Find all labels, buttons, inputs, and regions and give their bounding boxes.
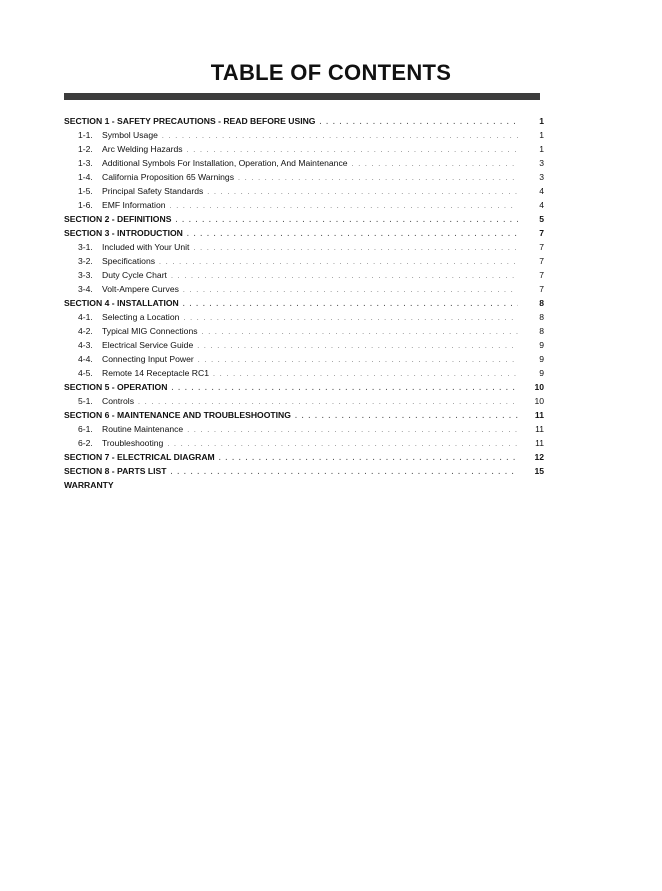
toc-entry-number: 4-5. bbox=[78, 368, 93, 378]
page-title: TABLE OF CONTENTS bbox=[210, 60, 452, 85]
toc-entry-title: SECTION 2 - DEFINITIONS bbox=[64, 214, 172, 224]
toc-dot-leader bbox=[207, 189, 518, 196]
toc-subsection-entry[interactable] bbox=[64, 354, 544, 368]
toc-entry-number: 1-3. bbox=[78, 158, 93, 168]
toc-dot-leader bbox=[238, 175, 518, 182]
toc-page-number: 8 bbox=[539, 312, 544, 322]
toc-dot-leader bbox=[187, 427, 518, 434]
toc-section-entry[interactable] bbox=[64, 480, 544, 494]
toc-entry-title: Symbol Usage bbox=[102, 130, 158, 140]
toc-page-number: 1 bbox=[539, 144, 544, 154]
toc-page-number: 4 bbox=[539, 186, 544, 196]
toc-dot-leader bbox=[171, 469, 519, 476]
toc-entry-number: 1-1. bbox=[78, 130, 93, 140]
toc-page-number: 10 bbox=[534, 382, 544, 392]
toc-page-number: 11 bbox=[535, 438, 544, 448]
toc-dot-leader bbox=[193, 245, 518, 252]
toc-subsection-entry[interactable] bbox=[64, 186, 544, 200]
toc-dot-leader bbox=[183, 301, 518, 308]
toc-entry-number: 3-2. bbox=[78, 256, 93, 266]
toc-dot-leader bbox=[187, 147, 518, 154]
toc-subsection-entry[interactable] bbox=[64, 326, 544, 340]
toc-entry-title: EMF Information bbox=[102, 200, 166, 210]
toc-entry-number: 4-4. bbox=[78, 354, 93, 364]
toc-entry-number: 4-1. bbox=[78, 312, 93, 322]
toc-dot-leader bbox=[202, 329, 518, 336]
toc-entry-title: SECTION 4 - INSTALLATION bbox=[64, 298, 179, 308]
toc-entry-title: Arc Welding Hazards bbox=[102, 144, 183, 154]
toc-entry-title: Volt-Ampere Curves bbox=[102, 284, 179, 294]
toc-page-number: 12 bbox=[534, 452, 544, 462]
toc-page-number: 1 bbox=[539, 130, 544, 140]
toc-entry-title: Troubleshooting bbox=[102, 438, 164, 448]
toc-dot-leader bbox=[171, 385, 518, 392]
toc-entry-title: Connecting Input Power bbox=[102, 354, 194, 364]
toc-entry-title: Controls bbox=[102, 396, 134, 406]
toc-page-number: 7 bbox=[539, 284, 544, 294]
toc-subsection-entry[interactable] bbox=[64, 172, 544, 186]
toc-page-number: 9 bbox=[539, 340, 544, 350]
toc-page-number: 8 bbox=[539, 326, 544, 336]
toc-entry-title: Remote 14 Receptacle RC1 bbox=[102, 368, 209, 378]
toc-entry-number: 3-1. bbox=[78, 242, 93, 252]
toc-subsection-entry[interactable] bbox=[64, 130, 544, 144]
toc-dot-leader bbox=[183, 315, 518, 322]
toc-dot-leader bbox=[175, 217, 518, 224]
toc-subsection-entry[interactable] bbox=[64, 200, 544, 214]
toc-dot-leader bbox=[183, 287, 518, 294]
toc-entry-number: 4-3. bbox=[78, 340, 93, 350]
toc-entry-title: SECTION 6 - MAINTENANCE AND TROUBLESHOOTING bbox=[64, 410, 291, 420]
toc-subsection-entry[interactable] bbox=[64, 270, 544, 284]
toc-dot-leader bbox=[187, 231, 518, 238]
toc-section-entry[interactable] bbox=[64, 298, 544, 312]
toc-entry-title: SECTION 5 - OPERATION bbox=[64, 382, 168, 392]
toc-subsection-entry[interactable] bbox=[64, 144, 544, 158]
toc-entry-title: SECTION 3 - INTRODUCTION bbox=[64, 228, 183, 238]
toc-dot-leader bbox=[219, 455, 518, 462]
toc-entry-title: Duty Cycle Chart bbox=[102, 270, 167, 280]
toc-subsection-entry[interactable] bbox=[64, 284, 544, 298]
toc-subsection-entry[interactable] bbox=[64, 256, 544, 270]
toc-entry-title: SECTION 1 - SAFETY PRECAUTIONS - READ BEFORE USING bbox=[64, 116, 316, 126]
toc-section-entry[interactable] bbox=[64, 452, 544, 466]
toc-section-entry[interactable] bbox=[64, 116, 544, 130]
toc-subsection-entry[interactable] bbox=[64, 312, 544, 326]
title-rule bbox=[64, 93, 540, 100]
toc-entry-title: SECTION 8 - PARTS LIST bbox=[64, 466, 167, 476]
toc-subsection-entry[interactable] bbox=[64, 158, 544, 172]
toc-dot-leader bbox=[171, 273, 518, 280]
toc-page-number: 7 bbox=[539, 242, 544, 252]
toc-subsection-entry[interactable] bbox=[64, 424, 544, 438]
toc-page-number: 9 bbox=[539, 368, 544, 378]
toc-section-entry[interactable] bbox=[64, 382, 544, 396]
toc-dot-leader bbox=[213, 371, 518, 378]
toc-section-entry[interactable] bbox=[64, 410, 544, 424]
toc-dot-leader bbox=[167, 441, 518, 448]
toc-entry-number: 4-2. bbox=[78, 326, 93, 336]
toc-entry-title: Included with Your Unit bbox=[102, 242, 190, 252]
toc-entry-number: 1-2. bbox=[78, 144, 93, 154]
toc-entry-number: 3-4. bbox=[78, 284, 93, 294]
toc-entry-title: Typical MIG Connections bbox=[102, 326, 198, 336]
toc-entry-title: SECTION 7 - ELECTRICAL DIAGRAM bbox=[64, 452, 215, 462]
toc-subsection-entry[interactable] bbox=[64, 368, 544, 382]
toc-entry-number: 6-2. bbox=[78, 438, 93, 448]
toc-dot-leader bbox=[162, 133, 518, 140]
toc-entry-title: Electrical Service Guide bbox=[102, 340, 194, 350]
toc-entry-number: 1-6. bbox=[78, 200, 93, 210]
toc-entry-title: Specifications bbox=[102, 256, 156, 266]
toc-dot-leader bbox=[198, 357, 518, 364]
toc-page-number: 7 bbox=[539, 256, 544, 266]
toc-section-entry[interactable] bbox=[64, 214, 544, 228]
toc-entry-title: WARRANTY bbox=[64, 480, 114, 490]
toc-section-entry[interactable] bbox=[64, 228, 544, 242]
toc-page-number: 15 bbox=[534, 466, 544, 476]
toc-page-number: 7 bbox=[539, 228, 544, 238]
toc-page-number: 4 bbox=[539, 200, 544, 210]
table-of-contents bbox=[64, 116, 544, 494]
toc-page-number: 8 bbox=[539, 298, 544, 308]
toc-subsection-entry[interactable] bbox=[64, 396, 544, 410]
toc-entry-title: California Proposition 65 Warnings bbox=[102, 172, 234, 182]
toc-entry-number: 3-3. bbox=[78, 270, 93, 280]
toc-dot-leader bbox=[319, 119, 518, 126]
toc-page-number: 5 bbox=[539, 214, 544, 224]
toc-dot-leader bbox=[170, 203, 518, 210]
toc-entry-title: Routine Maintenance bbox=[102, 424, 184, 434]
toc-page-number: 10 bbox=[534, 396, 544, 406]
toc-entry-number: 5-1. bbox=[78, 396, 93, 406]
toc-page-number: 7 bbox=[539, 270, 544, 280]
toc-dot-leader bbox=[159, 259, 518, 266]
toc-subsection-entry[interactable] bbox=[64, 242, 544, 256]
toc-page-number: 11 bbox=[535, 424, 544, 434]
toc-dot-leader bbox=[295, 413, 518, 420]
toc-dot-leader bbox=[197, 343, 518, 350]
toc-dot-leader bbox=[352, 161, 518, 168]
toc-dot-leader bbox=[138, 399, 518, 406]
toc-entry-title: Selecting a Location bbox=[102, 312, 180, 322]
toc-section-entry[interactable] bbox=[64, 466, 544, 480]
toc-entry-title: Principal Safety Standards bbox=[102, 186, 204, 196]
toc-page-number: 3 bbox=[539, 158, 544, 168]
toc-subsection-entry[interactable] bbox=[64, 340, 544, 354]
toc-entry-number: 1-4. bbox=[78, 172, 93, 182]
toc-entry-title: Additional Symbols For Installation, Operation, And Maintenance bbox=[102, 158, 348, 168]
toc-subsection-entry[interactable] bbox=[64, 438, 544, 452]
toc-entry-number: 1-5. bbox=[78, 186, 93, 196]
toc-page-number: 3 bbox=[539, 172, 544, 182]
toc-page-number: 9 bbox=[539, 354, 544, 364]
toc-page-number: 11 bbox=[534, 410, 544, 420]
toc-page-number: 1 bbox=[539, 116, 544, 126]
toc-entry-number: 6-1. bbox=[78, 424, 93, 434]
